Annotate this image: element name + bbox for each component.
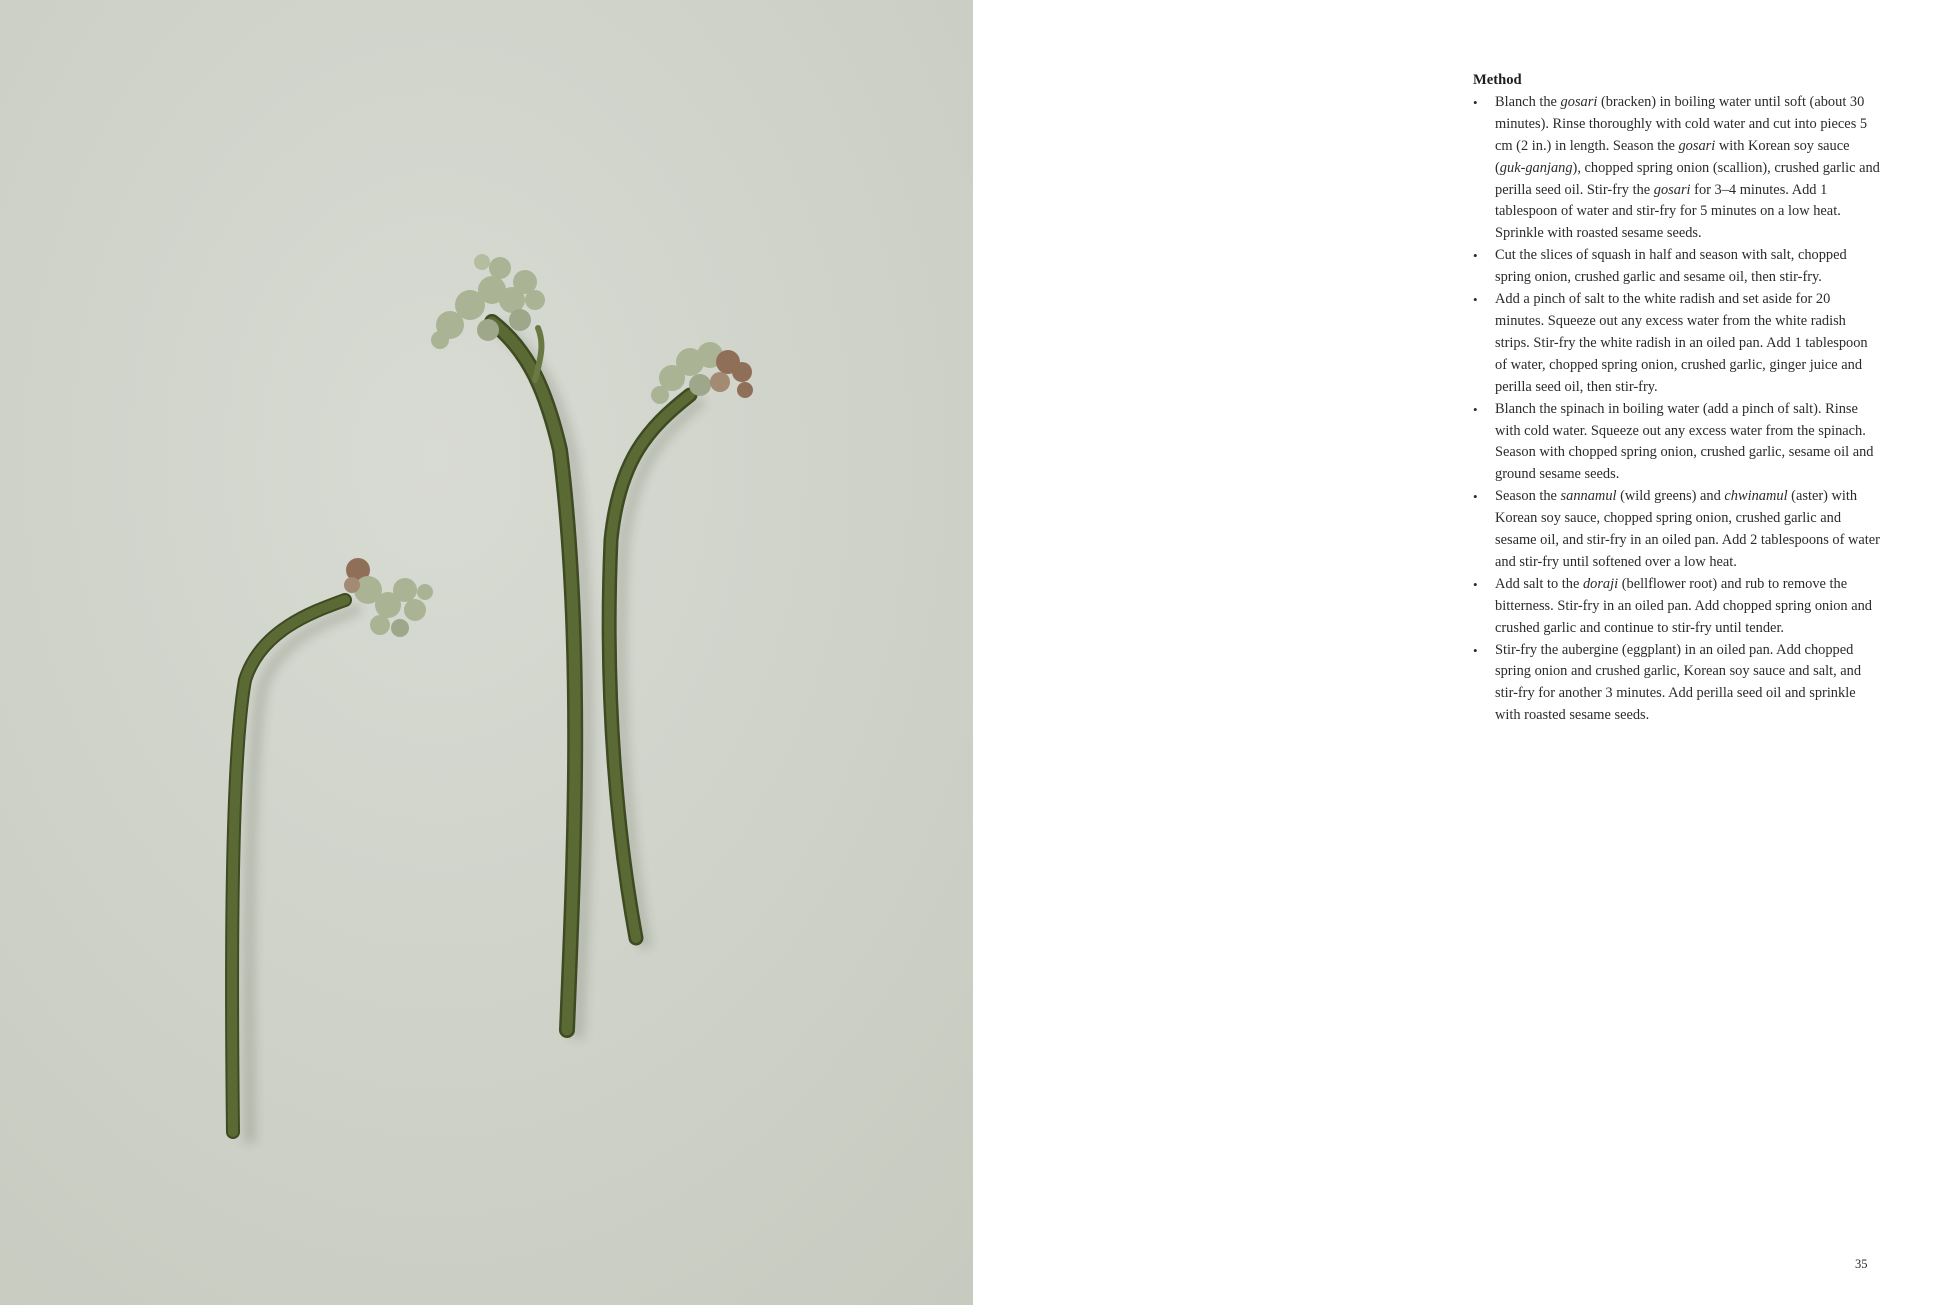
step-term: sannamul bbox=[1560, 488, 1617, 505]
step-text: Season the bbox=[1495, 488, 1561, 505]
step-text: with Korean soy sauce ( bbox=[1495, 137, 1850, 176]
step-term: gosari bbox=[1560, 93, 1598, 110]
page-number: 35 bbox=[1855, 1257, 1868, 1271]
bullet-icon: • bbox=[1473, 292, 1478, 308]
bullet-icon: • bbox=[1473, 489, 1478, 505]
method-heading: Method bbox=[1473, 72, 1522, 88]
step-text: ), chopped spring onion (scallion), crushed garlic and perilla seed oil. Stir-fry the bbox=[1495, 159, 1880, 198]
bullet-icon: • bbox=[1473, 576, 1478, 592]
bullet-icon: • bbox=[1473, 642, 1478, 658]
method-step bbox=[1473, 574, 1883, 640]
step-text: Stir-fry the aubergine (eggplant) in an oiled pan. Add chopped spring onion and crushed garlic, Korean soy sauce and salt, and stir-fry for another 3 minutes. Add perilla seed oil and sprinkle with roasted sesame seeds. bbox=[1495, 641, 1862, 724]
bullet-icon: • bbox=[1473, 94, 1478, 110]
step-term: guk-ganjang bbox=[1499, 159, 1573, 176]
method-step bbox=[1473, 92, 1883, 245]
bullet-icon: • bbox=[1473, 401, 1478, 417]
method-section bbox=[1473, 70, 1883, 727]
step-text: Blanch the spinach in boiling water (add a pinch of salt). Rinse with cold water. Squeeze out any excess water from the spinach. Season with chopped spring onion, crushed garlic, sesame oil and ground sesame seeds. bbox=[1495, 400, 1874, 483]
step-term: doraji bbox=[1582, 575, 1619, 592]
step-term: gosari bbox=[1678, 137, 1716, 154]
step-term: chwinamul bbox=[1724, 488, 1788, 505]
step-text: (bracken) in boiling water until soft (about 30 minutes). Rinse thoroughly with cold water and cut into pieces 5 cm (2 in.) in length. Season the bbox=[1495, 93, 1868, 154]
method-step bbox=[1473, 640, 1883, 728]
bullet-icon: • bbox=[1473, 248, 1478, 264]
step-text: Add salt to the bbox=[1495, 575, 1583, 592]
method-step bbox=[1473, 245, 1883, 289]
step-text: Cut the slices of squash in half and season with salt, chopped spring onion, crushed garlic and sesame oil, then stir-fry. bbox=[1495, 247, 1847, 286]
step-text: (aster) with Korean soy sauce, chopped spring onion, crushed garlic and sesame oil, and stir-fry in an oiled pan. Add 2 tablespoons of water and stir-fry until softened over a low heat. bbox=[1495, 488, 1880, 570]
method-step bbox=[1473, 486, 1883, 574]
method-step bbox=[1473, 289, 1883, 399]
method-list bbox=[1473, 92, 1883, 727]
step-term: gosari bbox=[1653, 181, 1691, 198]
step-text: Add a pinch of salt to the white radish and set aside for 20 minutes. Squeeze out any excess water from the white radish strips. Stir-fry the white radish in an oiled pan. Add 1 tablespoon of water, chopped spring onion, crushed garlic, ginger juice and perilla seed oil, then stir-fry. bbox=[1495, 291, 1868, 395]
method-step bbox=[1473, 399, 1883, 487]
step-text: Blanch the bbox=[1495, 93, 1561, 110]
text-page bbox=[973, 0, 1946, 1305]
step-text: (bellflower root) and rub to remove the bitterness. Stir-fry in an oiled pan. Add chopped spring onion and crushed garlic and continue to stir-fry until tender. bbox=[1495, 575, 1873, 636]
step-text: for 3–4 minutes. Add 1 tablespoon of water and stir-fry for 5 minutes on a low heat. Sprinkle with roasted sesame seeds. bbox=[1495, 181, 1841, 242]
step-text: (wild greens) and bbox=[1616, 488, 1725, 505]
